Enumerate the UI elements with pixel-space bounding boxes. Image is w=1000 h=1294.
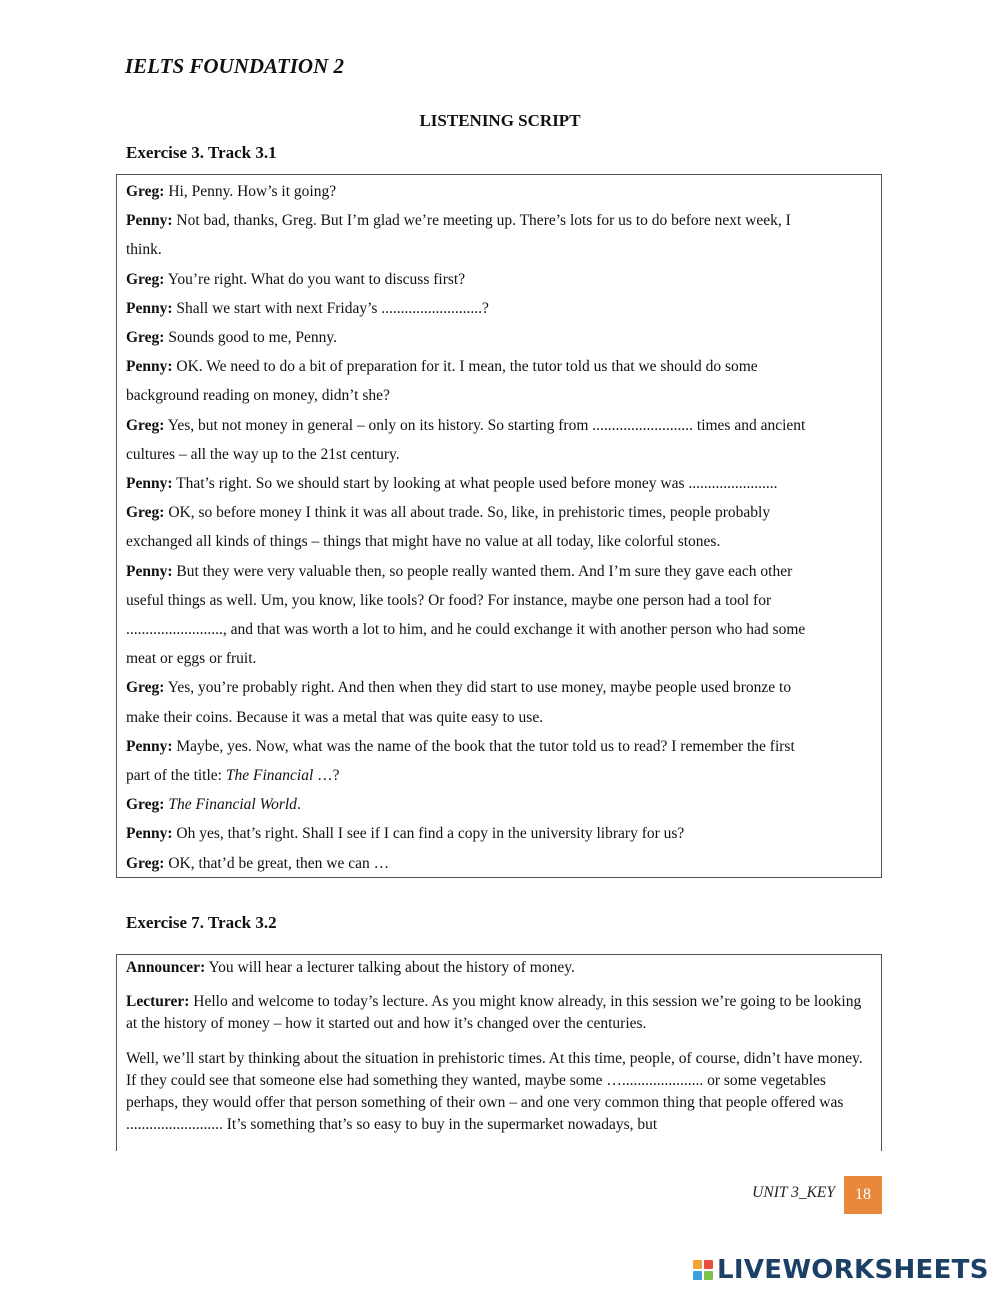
- dialogue-text: Well, we’ll start by thinking about the situation in prehistoric times. At this time, people, of course, didn’t have money. If they could see that someone else had something they wanted, maybe some …..................... or some vegetables perhaps, they would offer that person something of their own – and one very common thing that people offered was ......................... It’s something that’s so easy to buy in the supermarket nowadays, but: [126, 1049, 863, 1134]
- dialogue-text: OK. We need to do a bit of preparation for it. I mean, the tutor told us that we should do some: [172, 358, 758, 376]
- script-line: [126, 177, 871, 206]
- speaker-label: Penny:: [126, 358, 173, 376]
- dialogue-text: You will hear a lecturer talking about the history of money.: [205, 959, 575, 976]
- logo-square: [693, 1271, 702, 1280]
- script-line: [126, 381, 871, 410]
- dialogue-text: meat or eggs or fruit.: [126, 650, 257, 668]
- speaker-label: Greg:: [126, 854, 165, 872]
- script-line: [126, 352, 871, 381]
- dialogue-text: Hello and welcome to today’s lecture. As you might know already, in this session we’re going to be looking at the history of money – how it started out and how it’s changed over the centuries.: [126, 993, 862, 1033]
- script-line: [126, 411, 871, 440]
- book-title: The Financial World: [168, 796, 297, 814]
- script-line: [126, 265, 871, 294]
- logo-square: [704, 1271, 713, 1280]
- exercise-3-script-box: [116, 174, 882, 878]
- speaker-label: Penny:: [126, 825, 173, 843]
- speaker-label: Penny:: [126, 475, 173, 493]
- exercise-3-heading: Exercise 3. Track 3.1: [126, 143, 277, 162]
- dialogue-text: cultures – all the way up to the 21st century.: [126, 445, 400, 463]
- speaker-label: Greg:: [126, 183, 165, 200]
- dialogue-text: OK, that’d be great, then we can …: [164, 854, 390, 872]
- book-title: The Financial: [225, 767, 314, 785]
- dialogue-text: Hi, Penny. How’s it going?: [164, 183, 337, 200]
- speaker-label: Greg:: [126, 329, 165, 347]
- dialogue-text: ........................., and that was worth a lot to him, and he could exchange it with another person who had some: [126, 621, 806, 639]
- dialogue-text: That’s right. So we should start by looking at what people used before money was .......................: [172, 475, 778, 493]
- liveworksheets-brand: [693, 1253, 989, 1287]
- script-line: [126, 849, 871, 878]
- script-line: [126, 527, 871, 556]
- dialogue-text: Shall we start with next Friday’s ..........................?: [172, 299, 489, 317]
- speaker-label: Penny:: [126, 737, 173, 755]
- dialogue-text: Yes, but not money in general – only on its history. So starting from .......................... times and ancient: [164, 416, 806, 434]
- logo-square: [704, 1260, 713, 1269]
- speaker-label: Penny:: [126, 562, 173, 580]
- script-line: [126, 673, 871, 702]
- script-line: [126, 557, 871, 586]
- speaker-label: Greg:: [126, 416, 165, 434]
- dialogue-text: exchanged all kinds of things – things that might have no value at all today, like colorful stones.: [126, 533, 721, 551]
- script-line: [126, 206, 871, 235]
- dialogue-text: You’re right. What do you want to discuss first?: [164, 270, 466, 288]
- script-line: [126, 469, 871, 498]
- script-line: [126, 440, 871, 469]
- dialogue-text: Yes, you’re probably right. And then when they did start to use money, maybe people used bronze to: [164, 679, 792, 697]
- speaker-label: Greg:: [126, 679, 165, 697]
- dialogue-text: Not bad, thanks, Greg. But I’m glad we’re meeting up. There’s lots for us to do before next week, I: [172, 212, 791, 230]
- unit-label: UNIT 3_KEY: [752, 1184, 835, 1201]
- dialogue-text: useful things as well. Um, you know, like tools? Or food? For instance, maybe one person had a tool for: [126, 591, 772, 609]
- script-line: [126, 761, 871, 790]
- script-line: [126, 732, 871, 761]
- script-line: [126, 644, 871, 673]
- dialogue-text-end: .: [296, 796, 301, 814]
- dialogue-text: OK, so before money I think it was all about trade. So, like, in prehistoric times, people probably: [164, 504, 771, 522]
- speaker-label: Greg:: [126, 504, 165, 522]
- script-line: [126, 703, 871, 732]
- logo-square: [693, 1260, 702, 1269]
- script-line: [126, 323, 871, 352]
- speaker-label: Announcer:: [126, 959, 206, 976]
- speaker-label: Lecturer:: [126, 993, 190, 1011]
- script-line: [126, 1048, 871, 1137]
- script-line: [126, 991, 871, 1035]
- dialogue-text: Sounds good to me, Penny.: [164, 329, 337, 347]
- script-line: [126, 586, 871, 615]
- page-number: 18: [844, 1176, 882, 1214]
- script-line: [126, 498, 871, 527]
- section-title: LISTENING SCRIPT: [419, 111, 581, 130]
- script-line: [126, 819, 871, 848]
- dialogue-text: part of the title:: [126, 767, 226, 785]
- document-title: IELTS FOUNDATION 2: [125, 54, 344, 78]
- exercise-7-heading: Exercise 7. Track 3.2: [126, 913, 277, 932]
- dialogue-text-end: …?: [313, 767, 340, 785]
- script-line: [126, 615, 871, 644]
- brand-name: LIVEWORKSHEETS: [717, 1255, 989, 1285]
- exercise-7-script-box: [116, 954, 882, 1151]
- speaker-label: Greg:: [126, 796, 165, 814]
- speaker-label: Penny:: [126, 212, 173, 230]
- liveworksheets-logo-icon: [693, 1260, 713, 1280]
- script-line: [126, 790, 871, 819]
- dialogue-text: background reading on money, didn’t she?: [126, 387, 390, 405]
- dialogue-text: make their coins. Because it was a metal that was quite easy to use.: [126, 708, 544, 726]
- dialogue-text: Oh yes, that’s right. Shall I see if I can find a copy in the university library for us?: [172, 825, 685, 843]
- speaker-label: Penny:: [126, 299, 173, 317]
- dialogue-text: But they were very valuable then, so people really wanted them. And I’m sure they gave each other: [172, 562, 793, 580]
- script-line: [126, 294, 871, 323]
- speaker-label: Greg:: [126, 270, 165, 288]
- script-line: [126, 957, 871, 979]
- script-line: [126, 235, 871, 264]
- dialogue-text: Maybe, yes. Now, what was the name of the book that the tutor told us to read? I remember the first: [172, 737, 795, 755]
- dialogue-text: think.: [126, 241, 162, 259]
